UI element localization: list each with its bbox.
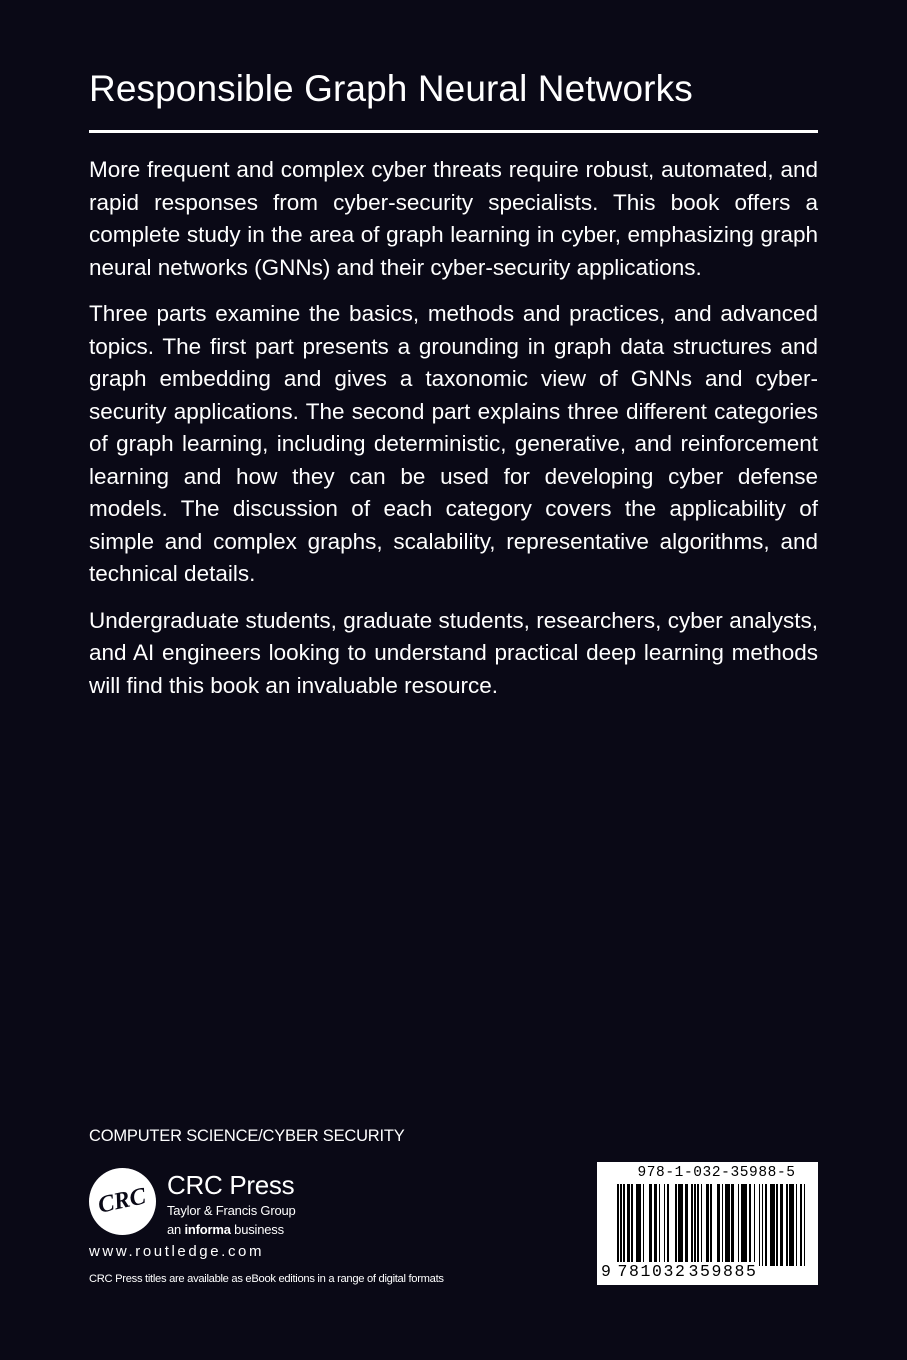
isbn-number: 978-1-032-35988-5 xyxy=(637,1165,796,1181)
ebook-note: CRC Press titles are available as eBook editions in a range of digital formats xyxy=(89,1273,444,1285)
publisher-website[interactable]: www.routledge.com xyxy=(89,1243,265,1260)
barcode-digits xyxy=(601,1262,815,1281)
publisher-name: CRC Press xyxy=(167,1170,295,1200)
isbn-barcode xyxy=(597,1162,818,1285)
tagline-suffix: business xyxy=(230,1222,284,1237)
title-divider xyxy=(89,130,818,133)
crc-logo-text: CRC xyxy=(96,1183,149,1219)
publisher-group: Taylor & Francis Group xyxy=(167,1203,296,1218)
subject-category: COMPUTER SCIENCE/CYBER SECURITY xyxy=(89,1127,405,1145)
blurb-paragraph-1: More frequent and complex cyber threats require robust, automated, and rapid responses from cyber-security specialists. This book offers a complete study in the area of graph learning in cyber, emphasizing graph neural networks (GNNs) and their cyber-security applications. xyxy=(89,157,818,280)
blurb-paragraph-2: Three parts examine the basics, methods and practices, and advanced topics. The first part presents a grounding in graph data structures and graph embedding and gives a taxonomic view of GNNs and cyber-security applications. The second part explains three different categories of graph learning, including deterministic, generative, and reinforcement learning and how they can be used for developing cyber defense models. The discussion of each category covers the applicability of simple and complex graphs, scalability, representative algorithms, and technical details. xyxy=(89,301,818,586)
blurb-paragraph-3: Undergraduate students, graduate students, researchers, cyber analysts, and AI engineers looking to understand practical deep learning methods will find this book an invaluable resource. xyxy=(89,607,818,698)
tagline-bold: informa xyxy=(184,1222,231,1237)
crc-logo-icon xyxy=(89,1168,156,1235)
barcode-digit-group-2: 359885 xyxy=(688,1262,758,1281)
barcode-bar xyxy=(805,1184,807,1266)
publisher-tagline xyxy=(167,1222,284,1237)
barcode-digit-first: 9 xyxy=(601,1262,613,1281)
barcode-digit-group-1: 781032 xyxy=(617,1262,687,1281)
barcode-icon xyxy=(617,1184,807,1266)
tagline-prefix: an xyxy=(167,1222,185,1237)
book-title: Responsible Graph Neural Networks xyxy=(89,68,693,109)
blurb xyxy=(89,154,818,716)
